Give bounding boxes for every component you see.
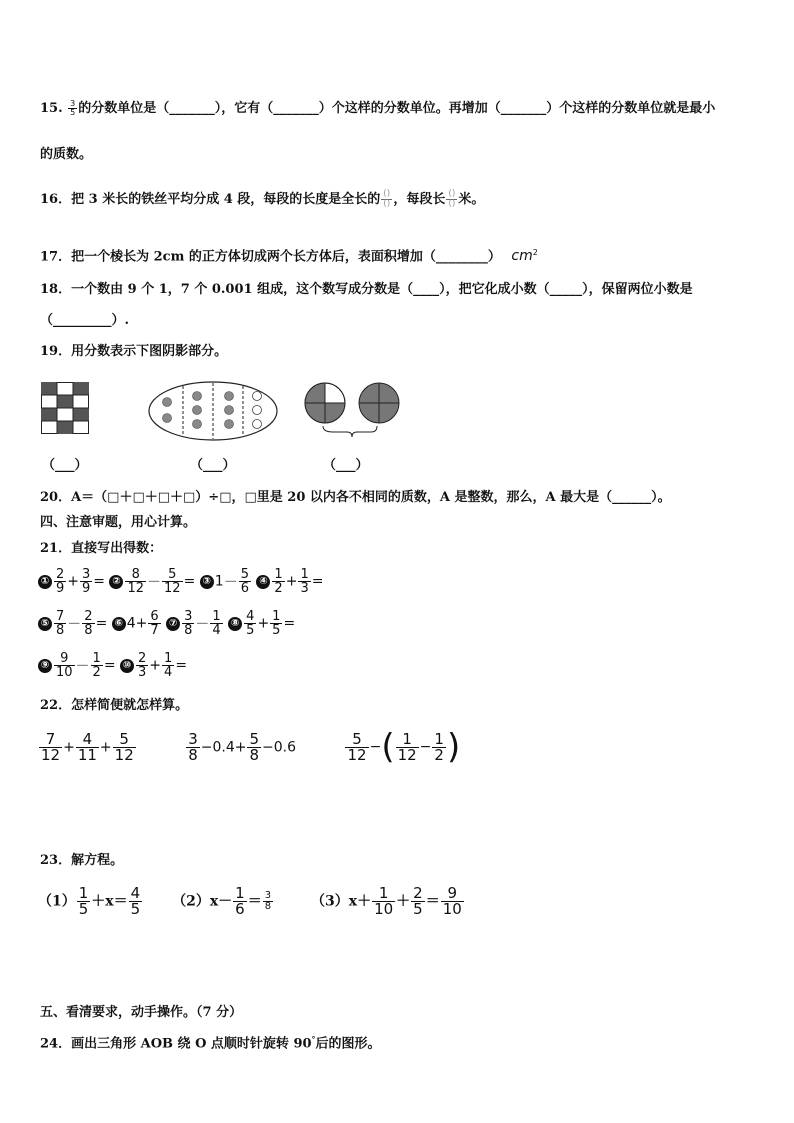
q24-text-2: 后的图形。 (315, 1036, 381, 1052)
q17-exponent: 2 (532, 248, 538, 257)
q15-text: 的分数单位是（_______），它有（_______）个这样的分数单位。再增加（_______）个这样的分数单位就是最小 (78, 101, 716, 116)
q24-degree: ° (311, 1034, 316, 1044)
q22-expressions (38, 727, 461, 767)
section-5-heading: 五、看清要求，动手操作。（7 分） (40, 1005, 243, 1020)
checkerboard-figure (41, 382, 89, 434)
question-15-cont: 的质数。 (40, 147, 93, 162)
q16-blank-fraction-2 (446, 190, 457, 209)
question-18-cont: （_________）. (40, 313, 130, 328)
q15-number: 15. (40, 101, 63, 116)
q22-expr-3: $\frac{5}{12}$ −( $\frac{1}{12}$ − $\frac{1}{2}$ ) (347, 727, 461, 767)
question-17 (40, 244, 538, 266)
question-20: 20．A＝（□＋□＋□＋□）÷□，□里是 20 以内各不相同的质数，A 是整数，那么，A 最大是（______）。 (40, 490, 671, 505)
item-mark-6: ⑥ (112, 617, 126, 631)
q21-row-3: ⑨ $\frac{9}{10}$ － $\frac{1}{2}$ = ⑩ $\frac{2}{3}$ + $\frac{1}{4}$ = (38, 652, 187, 679)
q23-eq-2: （2）x－ $\frac{1}{6}$ ＝ $\frac{3}{8}$ (172, 884, 272, 918)
two-circles-figure (303, 380, 403, 440)
q15-fraction (68, 100, 77, 117)
item-mark-2: ② (109, 575, 123, 589)
q23-equations (38, 886, 465, 917)
section-4-heading: 四、注意审题，用心计算。 (40, 515, 197, 530)
q22-expr-1: $\frac{7}{12}$ + $\frac{4}{11}$ + $\frac{5}{12}$ (41, 729, 134, 764)
item-mark-1: ① (38, 575, 52, 589)
q23-eq-3: （3）x＋ $\frac{1}{10}$ ＋ $\frac{2}{5}$ ＝ $\frac{9}{10}$ (310, 884, 462, 918)
item-mark-5: ⑤ (38, 617, 52, 631)
item-mark-8: ⑧ (228, 617, 242, 631)
question-19: 19．用分数表示下图阴影部分。 (40, 344, 228, 359)
q19-blank-3: （___） (323, 458, 369, 473)
q16-text-3: 米。 (458, 192, 485, 207)
q16-ghost-n2: () (448, 189, 456, 199)
question-21: 21．直接写出得数： (40, 541, 163, 556)
q16-blank-fraction-1 (381, 190, 392, 209)
q16-text-1: 16．把 3 米长的铁丝平均分成 4 段，每段的长度是全长的 (40, 192, 381, 207)
question-15 (40, 100, 715, 118)
q21-row-2: ⑤ $\frac{7}{8}$ － $\frac{2}{8}$ = ⑥ 4+ $\frac{6}{7}$ ⑦ $\frac{3}{8}$ － $\frac{1}{4}$ ⑧ $\frac{4}{5}$ + $\frac{1}{5}$ = (38, 610, 295, 637)
question-22: 22．怎样简便就怎样算。 (40, 698, 189, 713)
q22-expr-2: $\frac{3}{8}$ −0.4+ $\frac{5}{8}$ −0.6 (188, 729, 297, 764)
q24-text: 24．画出三角形 AOB 绕 O 点顺时针旋转 90 (40, 1036, 312, 1052)
q16-ghost-d2: () (448, 199, 456, 209)
q21-row-1: ① $\frac{2}{9}$ + $\frac{3}{9}$ = ② $\frac{8}{12}$ － $\frac{5}{12}$ = ③ 1－ $\frac{5}{6}$ ④ $\frac{1}{2}$ + $\frac{1}{3}$ = (38, 568, 323, 595)
item-mark-4: ④ (256, 575, 270, 589)
q19-blank-2: （___） (190, 458, 236, 473)
q17-text: 17．把一个棱长为 2cm 的正方体切成两个长方体后，表面积增加（________） (40, 249, 501, 265)
q16-text-2: ，每段长 (393, 192, 446, 207)
q16-ghost-d1: () (383, 199, 391, 209)
item-mark-10: ⑩ (120, 659, 134, 673)
question-24 (40, 1030, 381, 1053)
item-mark-3: ③ (200, 575, 214, 589)
ellipse-dots-figure (147, 380, 279, 442)
q23-eq-1: （1） $\frac{1}{5}$ ＋x＝ $\frac{4}{5}$ (38, 884, 141, 918)
question-23: 23．解方程。 (40, 853, 124, 868)
question-16 (40, 190, 484, 209)
item-mark-7: ⑦ (166, 617, 180, 631)
q15-frac-den: 5 (70, 108, 76, 117)
q19-blank-1: （___） (42, 458, 88, 473)
question-18: 18．一个数由 9 个 1，7 个 0.001 组成，这个数写成分数是（____），把它化成小数（_____），保留两位小数是 (40, 282, 693, 297)
q17-unit: cm (511, 248, 533, 265)
item-mark-9: ⑨ (38, 659, 52, 673)
q15-frac-num: 3 (70, 99, 76, 108)
q16-ghost-n1: () (383, 189, 391, 199)
